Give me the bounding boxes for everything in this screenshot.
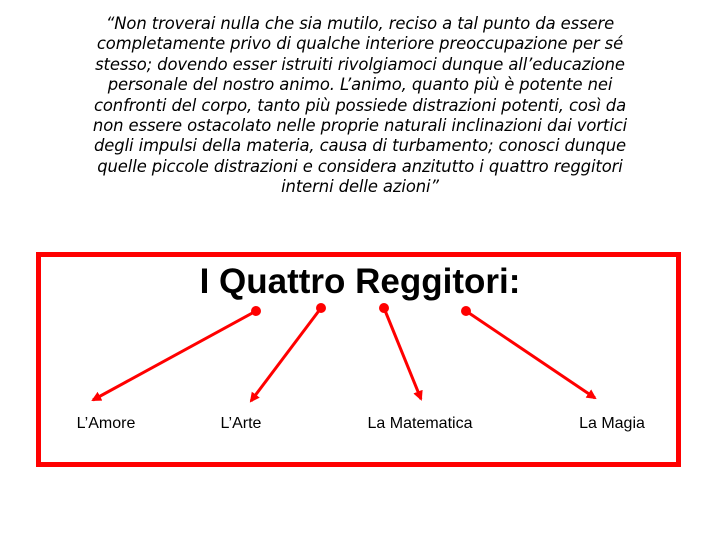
quote-line: non essere ostacolato nelle proprie naturali inclinazioni dai vortici <box>92 116 628 136</box>
quote-line: stesso; dovendo esser istruiti rivolgiamoci dunque all’educazione <box>95 54 625 74</box>
quote-line: confronti del corpo, tanto più possiede distrazioni potenti, così da <box>93 95 627 115</box>
leaf-magia: La Magia <box>579 415 645 432</box>
quote-line: “Non troverai nulla che sia mutilo, reciso a tal punto da essere <box>105 14 615 33</box>
arrow-amore <box>93 306 261 400</box>
quote-line: interni delle azioni” <box>281 177 439 197</box>
leaf-arte: L’Arte <box>220 415 262 432</box>
arrow-magia <box>461 306 595 398</box>
quote-line: quelle piccole distrazioni e considera anzitutto i quattro reggitori <box>97 156 623 176</box>
arrow-arte <box>251 303 326 401</box>
diagram-title: I Quattro Reggitori: <box>199 262 521 301</box>
quote-line: completamente privo di qualche interiore preoccupazione per sé <box>96 34 624 54</box>
leaf-matematica: La Matematica <box>367 415 473 432</box>
leaf-amore: L’Amore <box>76 415 136 432</box>
arrow-matematica <box>379 303 421 399</box>
quote-line: personale del nostro animo. L’animo, quanto più è potente nei <box>107 75 613 95</box>
quote-line: degli impulsi della materia, causa di turbamento; conosci dunque <box>94 136 626 156</box>
